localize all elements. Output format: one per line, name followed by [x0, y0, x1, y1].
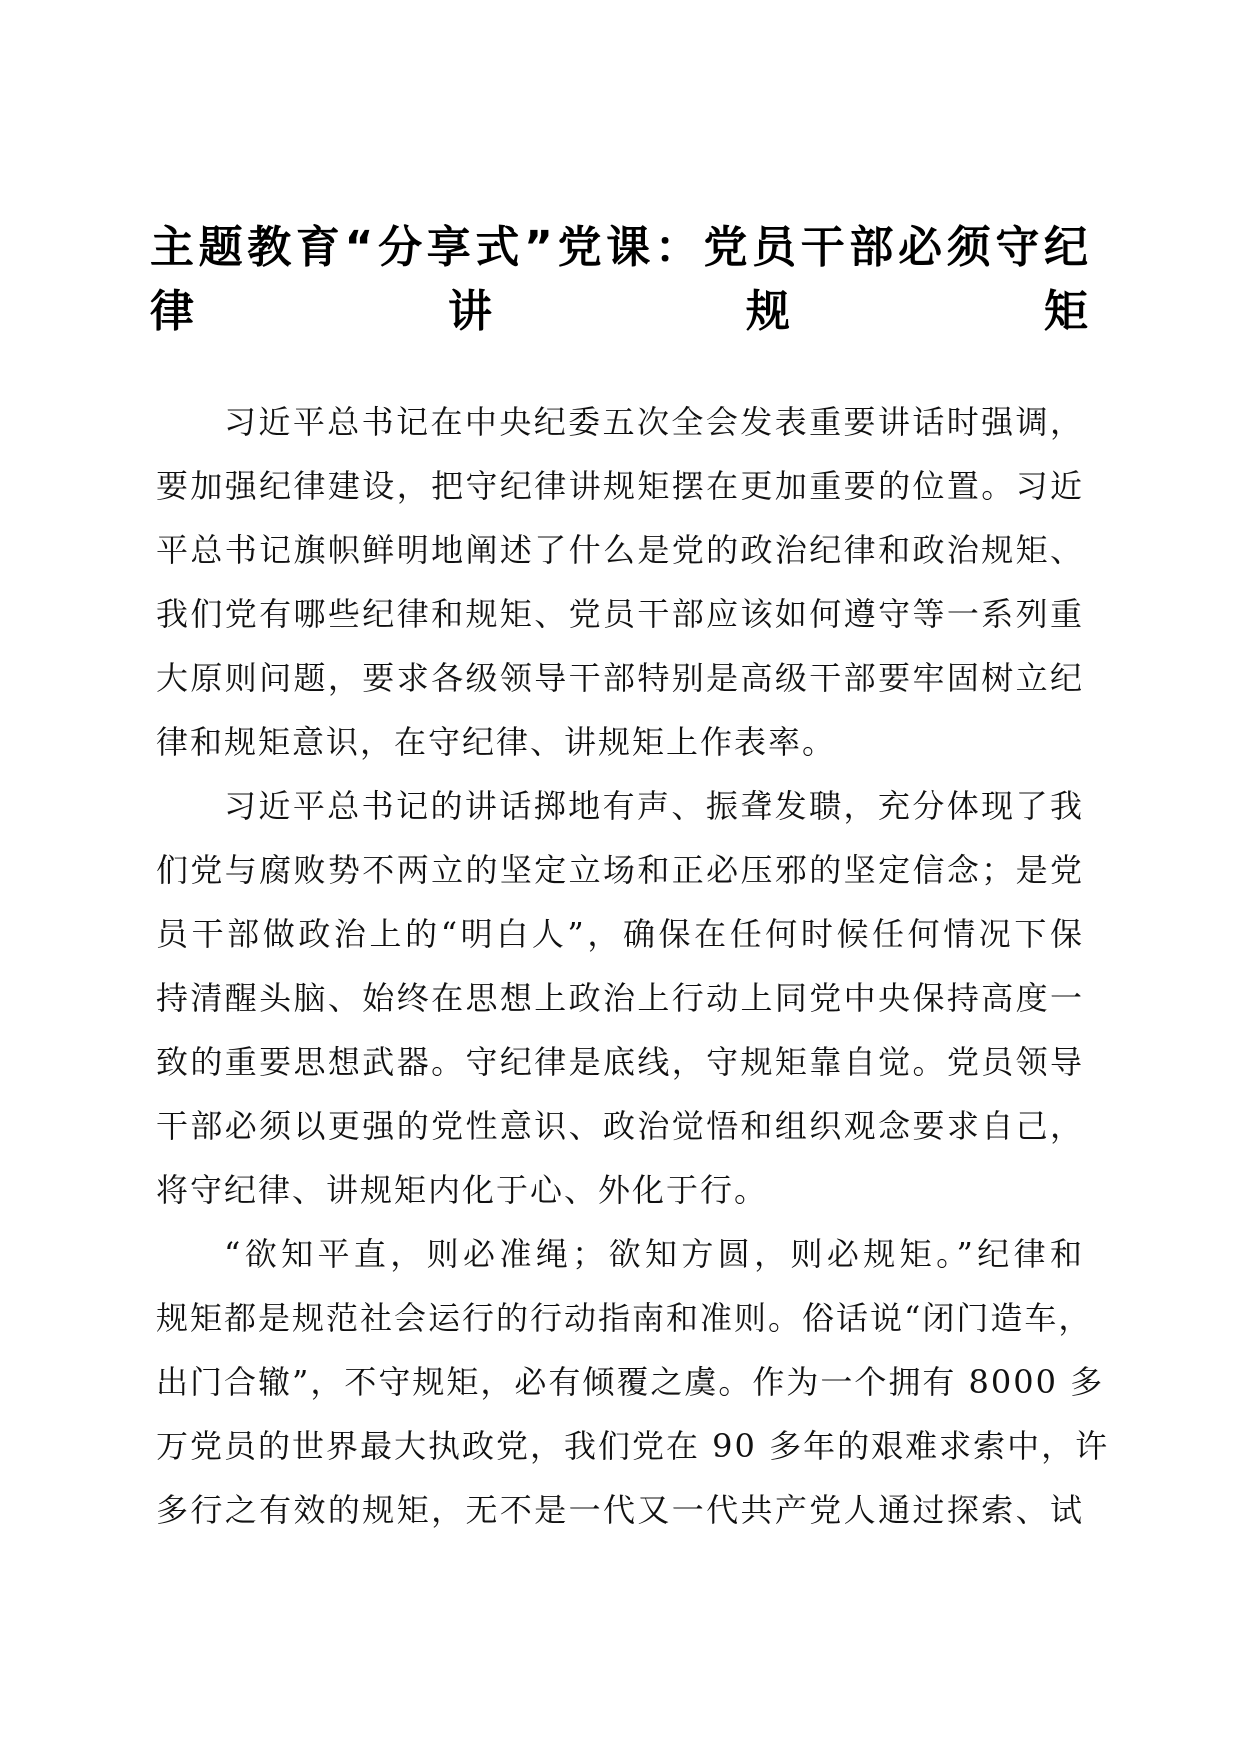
title-line: 律讲规矩 [150, 286, 1090, 337]
text-line: 持清醒头脑、始终在思想上政治上行动上同党中央保持高度一 [156, 979, 1084, 1017]
text-line: 将守纪律、讲规矩内化于心、外化于行。 [156, 1171, 769, 1209]
text-line: 习近平总书记在中央纪委五次全会发表重要讲话时强调， [224, 403, 1084, 441]
text-line: 平总书记旗帜鲜明地阐述了什么是党的政治纪律和政治规矩、 [156, 531, 1084, 569]
text-line: 员干部做政治上的“明白人”，确保在任何时候任何情况下保 [156, 915, 1084, 953]
text-line: 我们党有哪些纪律和规矩、党员干部应该如何遵守等一系列重 [156, 595, 1084, 633]
text-line: 要加强纪律建设，把守纪律讲规矩摆在更加重要的位置。习近 [156, 467, 1084, 505]
text-line: 多行之有效的规矩，无不是一代又一代共产党人通过探索、试 [156, 1491, 1084, 1529]
text-line: 致的重要思想武器。守纪律是底线，守规矩靠自觉。党员领导 [156, 1043, 1084, 1081]
document-body [156, 390, 1110, 1542]
document-title [150, 216, 1090, 344]
paragraph-1 [156, 390, 1084, 774]
title-line: 主题教育“分享式”党课：党员干部必须守纪 [150, 222, 1090, 273]
paragraph-3 [156, 1222, 1110, 1542]
text-line: 大原则问题，要求各级领导干部特别是高级干部要牢固树立纪 [156, 659, 1084, 697]
text-line: “欲知平直，则必准绳；欲知方圆，则必规矩。”纪律和 [224, 1235, 1084, 1273]
text-line: 万党员的世界最大执政党，我们党在 90 多年的艰难求索中，许 [156, 1427, 1110, 1465]
text-line: 习近平总书记的讲话掷地有声、振聋发聩，充分体现了我 [224, 787, 1084, 825]
text-line: 律和规矩意识，在守纪律、讲规矩上作表率。 [156, 723, 837, 761]
text-line: 出门合辙”，不守规矩，必有倾覆之虞。作为一个拥有 8000 多 [156, 1363, 1105, 1401]
text-line: 规矩都是规范社会运行的行动指南和准则。俗话说“闭门造车， [156, 1299, 1093, 1337]
text-line: 干部必须以更强的党性意识、政治觉悟和组织观念要求自己， [156, 1107, 1084, 1145]
paragraph-2 [156, 774, 1084, 1222]
text-line: 们党与腐败势不两立的坚定立场和正必压邪的坚定信念；是党 [156, 851, 1084, 889]
